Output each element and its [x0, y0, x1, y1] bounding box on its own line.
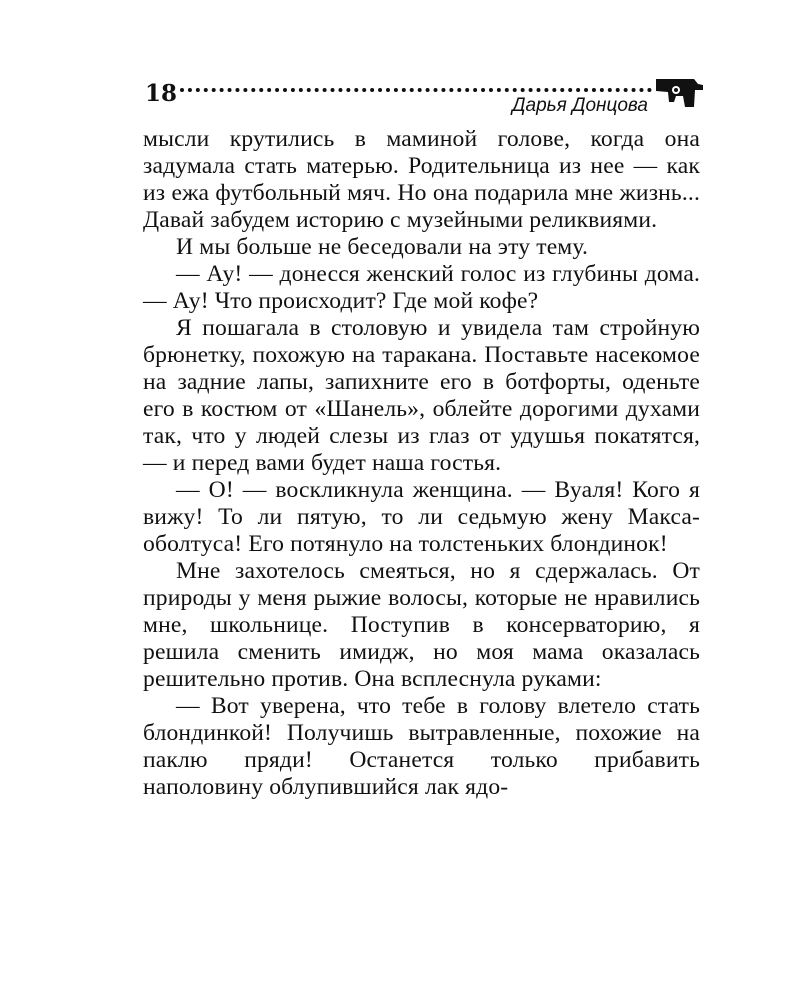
header-dotted-rule [180, 88, 652, 92]
paragraph-5: — О! — воскликнула женщина. — Вуаля! Кого я вижу! То ли пятую, то ли седьмую жену Макса-оболтуса! Его потянуло на толстеньких блондинок! [143, 477, 700, 557]
paragraph-7: — Вот уверена, что тебе в голову влетело стать блондинкой! Получишь вытравленные, похожие на паклю пряди! Останется только прибавить наполовину облупившийся лак ядо- [143, 693, 700, 800]
paragraph-1: мысли крутились в маминой голове, когда она задумала стать матерью. Родительница из нее — как из ежа футбольный мяч. Но она подарила мне жизнь... Давай забудем историю с музейными реликвиями. [143, 126, 700, 233]
paragraph-3: — Ау! — донесся женский голос из глубины дома. — Ау! Что происходит? Где мой кофе? [143, 261, 700, 314]
running-head-author: Дарья Донцова [512, 95, 648, 116]
body-text [143, 126, 700, 801]
paragraph-6: Мне захотелось смеяться, но я сдержалась. От природы у меня рыжие волосы, которые не нравились мне, школьнице. Поступив в консерваторию, я решила сменить имидж, но моя мама оказалась решительно против. Она всплеснула руками: [143, 558, 700, 692]
paragraph-2: И мы больше не беседовали на эту тему. [176, 234, 589, 260]
revolver-icon [654, 76, 706, 110]
paragraph-4: Я пошагала в столовую и увидела там стройную брюнетку, похожую на таракана. Поставьте насекомое на задние лапы, запихните его в ботфорты, оденьте его в костюм от «Шанель», облейте дорогими духами так, что у людей слезы из глаз от удушья покатятся, — и перед вами будет наша гостья. [143, 315, 700, 476]
page-number: 18 [145, 80, 178, 107]
